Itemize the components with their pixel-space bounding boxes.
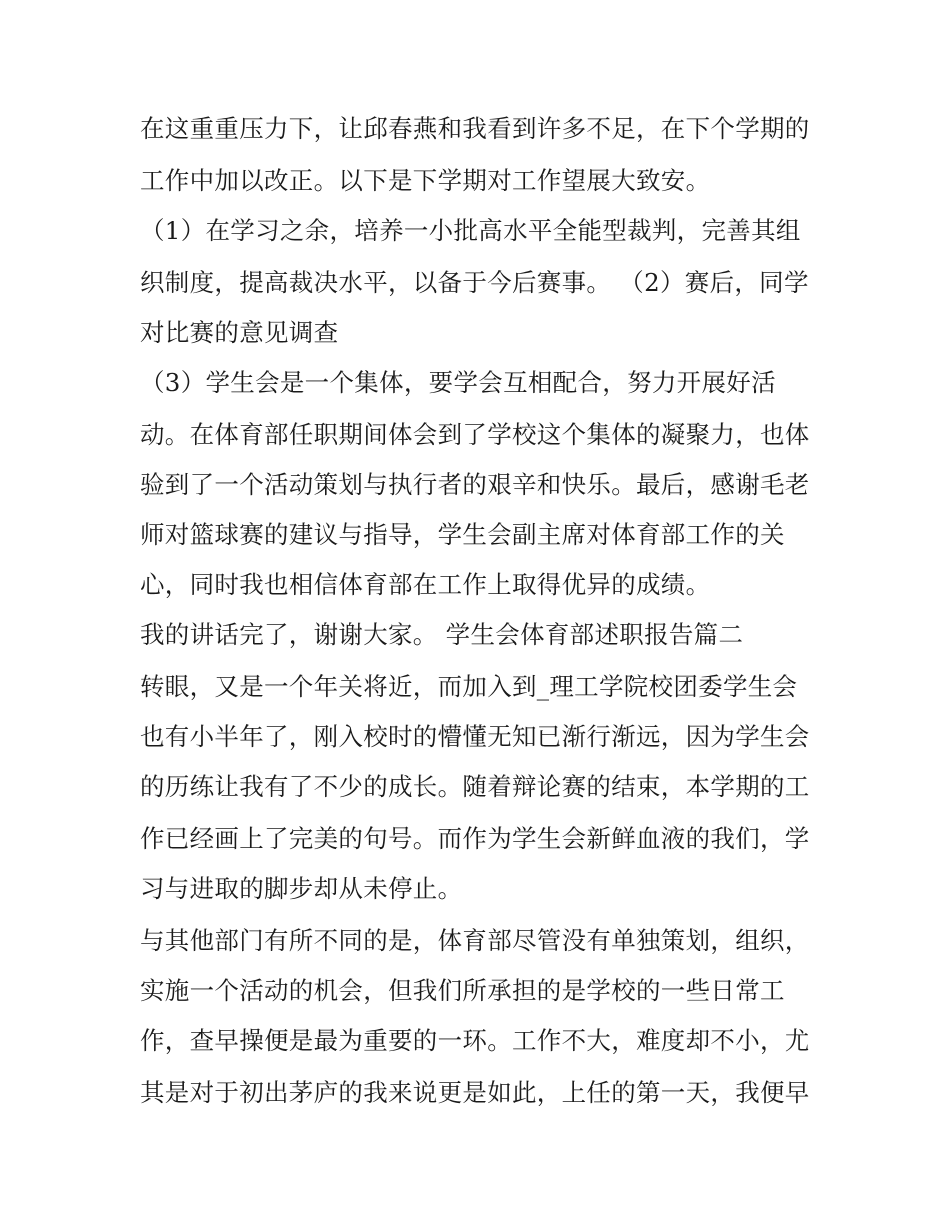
text-line: 心，同时我也相信体育部在工作上取得优异的成绩。 [140, 570, 711, 599]
text-line: 对比赛的意见调查 [140, 318, 339, 347]
text-line: 工作中加以改正。以下是下学期对工作望展大致安。 [140, 166, 711, 195]
text-line: 习与进取的脚步却从未停止。 [140, 874, 463, 903]
text-line: 师对篮球赛的建议与指导，学生会副主席对体育部工作的关 [140, 520, 785, 549]
text-line: 也有小半年了，刚入校时的懵懂无知已渐行渐远，因为学生会 [140, 722, 810, 751]
text-line: 转眼，又是一个年关将近，而加入到_理工学院校团委学生会 [140, 672, 798, 701]
text-line: 的历练让我有了不少的成长。随着辩论赛的结束，本学期的工 [140, 772, 810, 801]
text-line: 在这重重压力下，让邱春燕和我看到许多不足，在下个学期的 [140, 114, 810, 143]
text-line: 验到了一个活动策划与执行者的艰辛和快乐。最后，感谢毛老 [140, 470, 810, 499]
text-line: 实施一个活动的机会，但我们所承担的是学校的一些日常工 [140, 976, 785, 1005]
text-line: 其是对于初出茅庐的我来说更是如此，上任的第一天，我便早 [140, 1078, 810, 1107]
text-line: 作已经画上了完美的句号。而作为学生会新鲜血液的我们，学 [140, 824, 810, 853]
text-line: （3）学生会是一个集体，要学会互相配合，努力开展好活 [140, 368, 776, 397]
text-line: 与其他部门有所不同的是，体育部尽管没有单独策划，组织， [140, 926, 810, 955]
text-line: 动。在体育部任职期间体会到了学校这个集体的凝聚力，也体 [140, 420, 810, 449]
text-line: （1）在学习之余，培养一小批高水平全能型裁判，完善其组 [140, 216, 801, 245]
text-line: 织制度，提高裁决水平，以备于今后赛事。 （2）赛后，同学 [140, 268, 809, 297]
text-line: 我的讲话完了，谢谢大家。 学生会体育部述职报告篇二 [140, 620, 744, 649]
text-line: 作，查早操便是最为重要的一环。工作不大，难度却不小，尤 [140, 1026, 810, 1055]
